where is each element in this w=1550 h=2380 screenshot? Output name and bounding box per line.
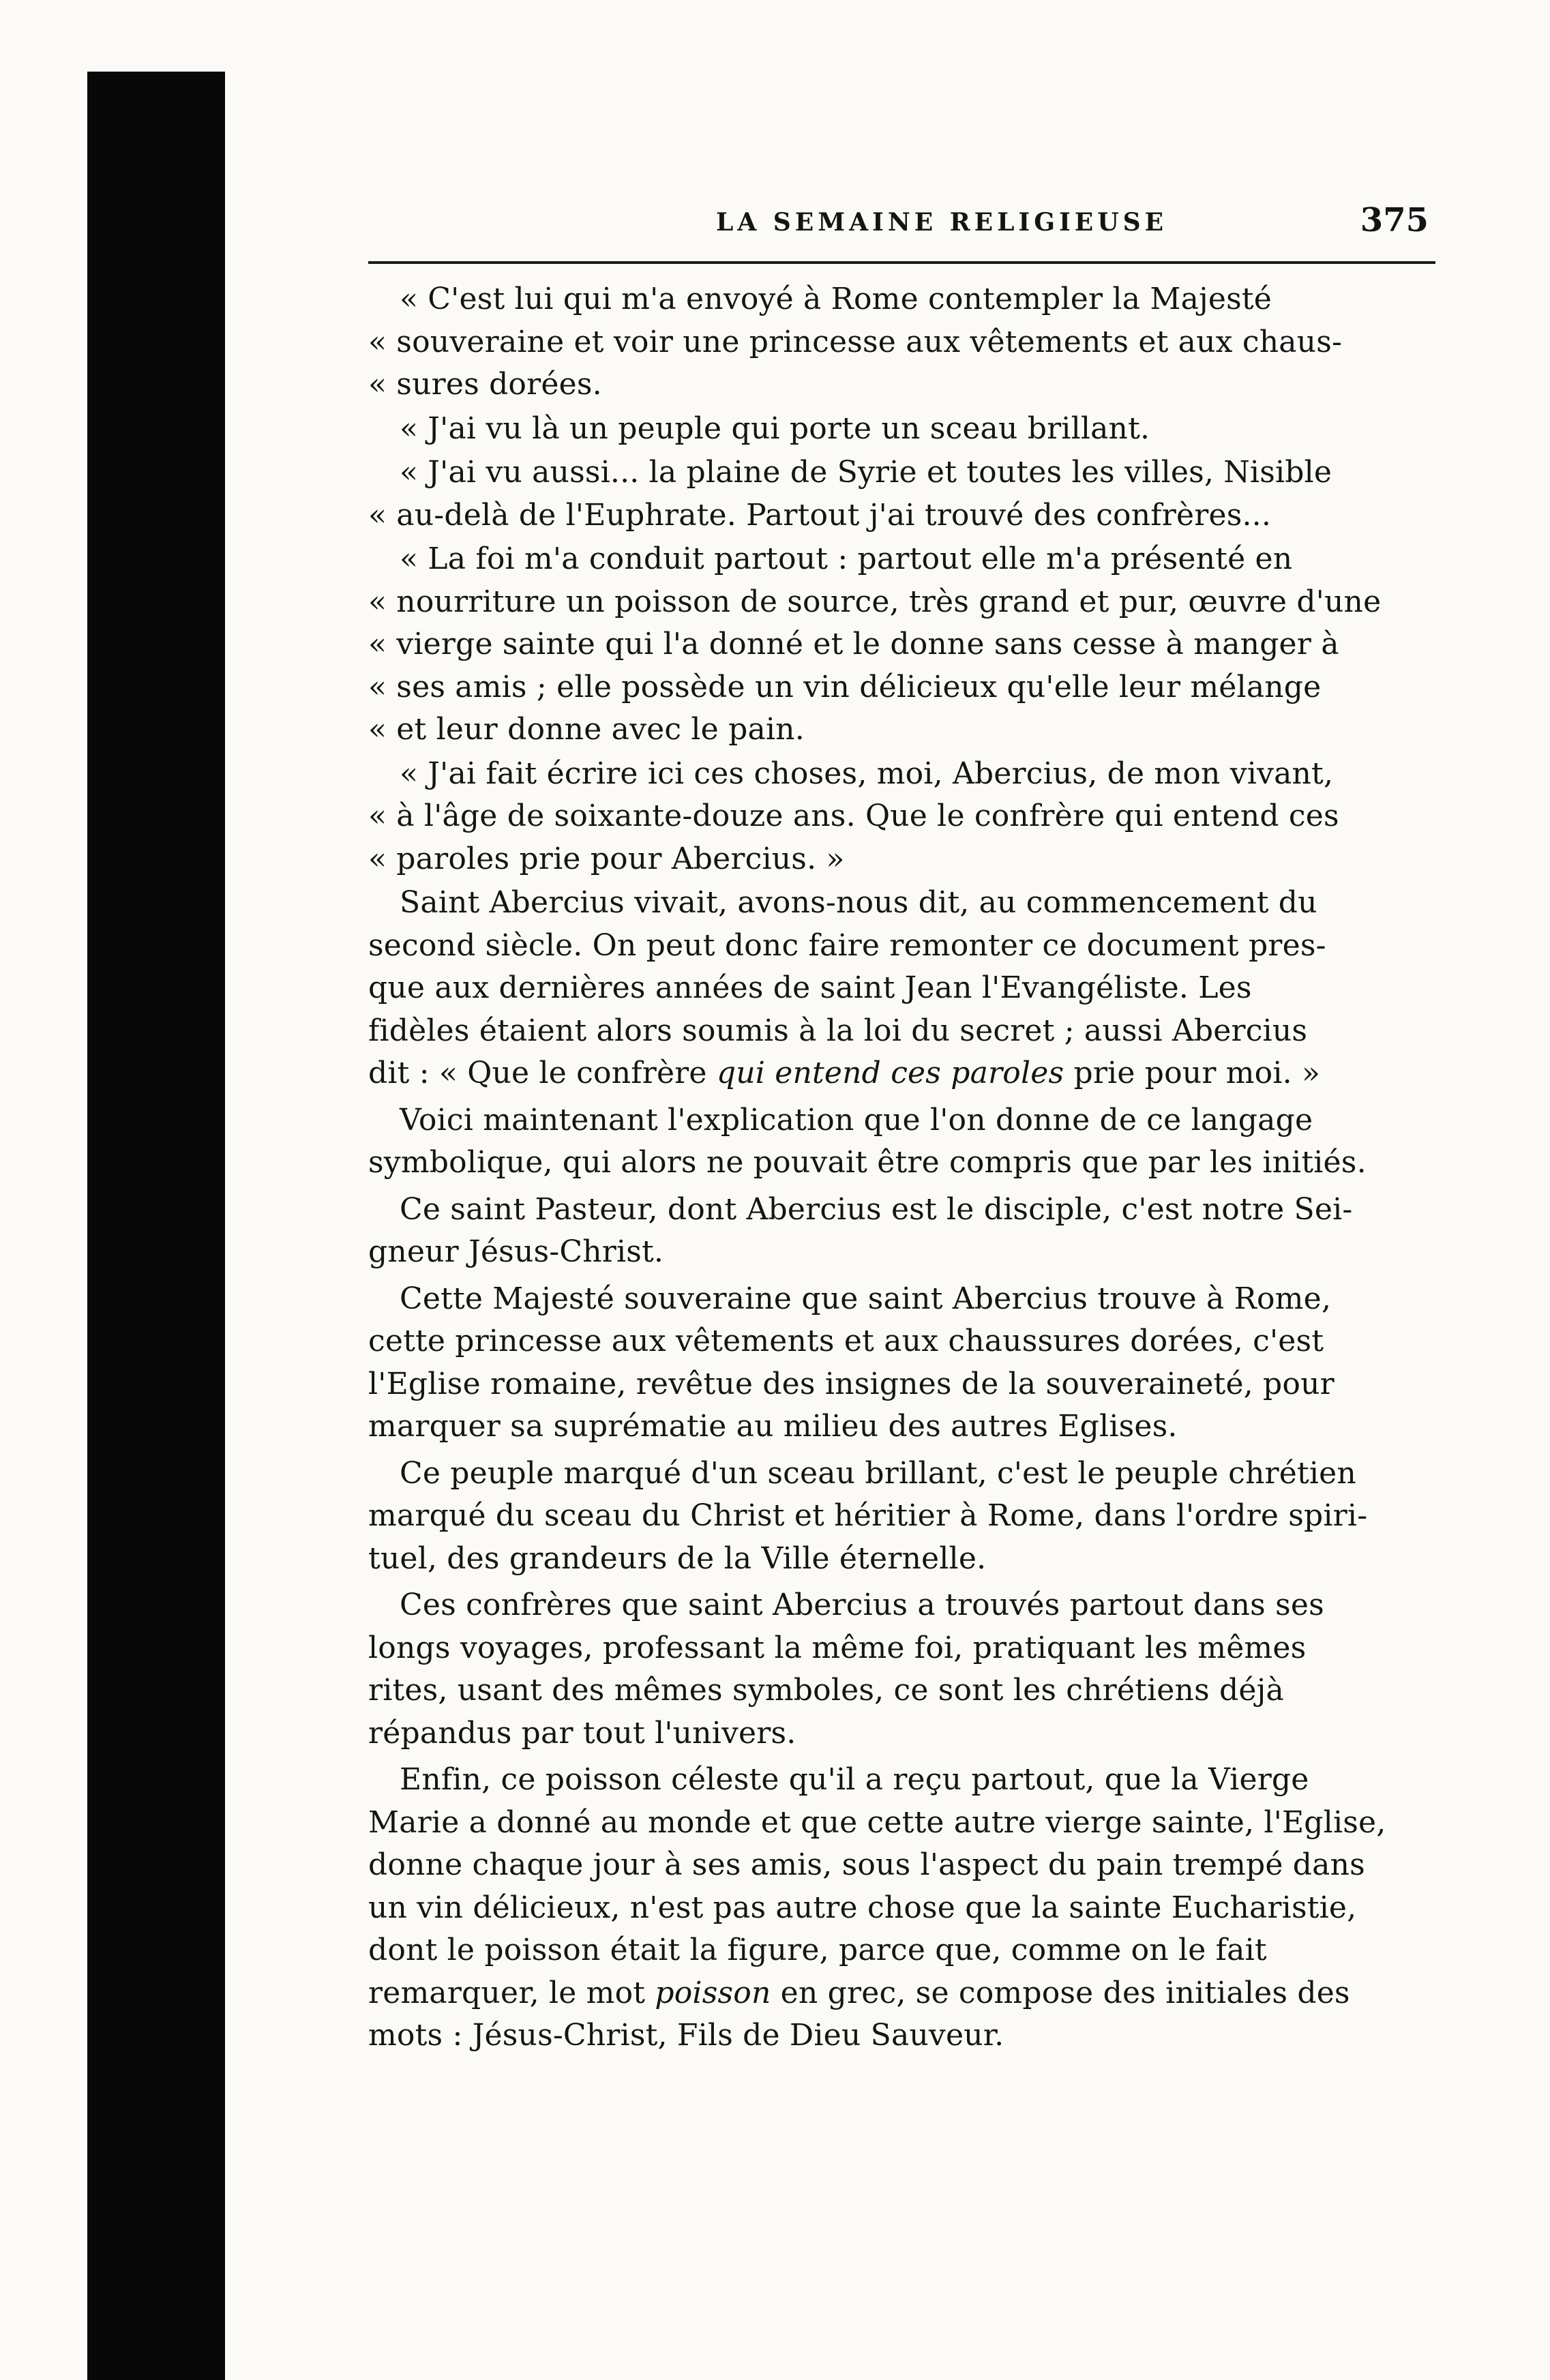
running-title: LA SEMAINE RELIGIEUSE bbox=[716, 208, 1168, 237]
text-segment: dit : « Que le confrère bbox=[368, 1056, 717, 1090]
text-line bbox=[368, 1052, 1442, 1095]
paragraph bbox=[368, 1189, 1442, 1274]
text-segment: en grec, se compose des initiales des bbox=[771, 1975, 1350, 2010]
text-line: Saint Abercius vivait, avons-nous dit, au commencement du bbox=[400, 885, 1317, 920]
paragraph bbox=[368, 1278, 1442, 1448]
book-page bbox=[368, 170, 1442, 2059]
text-line: « nourriture un poisson de source, très grand et pur, œuvre d'une bbox=[368, 584, 1382, 619]
page-number: 375 bbox=[1360, 201, 1429, 239]
text-line: Ce peuple marqué d'un sceau brillant, c'est le peuple chrétien bbox=[400, 1455, 1356, 1491]
header-rule bbox=[368, 261, 1435, 264]
paragraph bbox=[368, 1099, 1442, 1185]
text-line: répandus par tout l'univers. bbox=[368, 1715, 796, 1751]
text-line: « au-delà de l'Euphrate. Partout j'ai trouvé des confrères... bbox=[368, 497, 1272, 533]
text-line: tuel, des grandeurs de la Ville éternelle. bbox=[368, 1541, 987, 1576]
paragraph bbox=[368, 1759, 1442, 2057]
text-line: l'Eglise romaine, revêtue des insignes de la souveraineté, pour bbox=[368, 1366, 1335, 1401]
italic-text: poisson bbox=[655, 1975, 771, 2010]
text-line: « C'est lui qui m'a envoyé à Rome contempler la Majesté bbox=[400, 282, 1272, 316]
text-line: « souveraine et voir une princesse aux vêtements et aux chaus- bbox=[368, 324, 1343, 359]
text-line: « et leur donne avec le pain. bbox=[368, 712, 805, 747]
text-line: rites, usant des mêmes symboles, ce sont les chrétiens déjà bbox=[368, 1673, 1284, 1708]
scan-binding-strip bbox=[87, 72, 225, 2380]
paragraph bbox=[368, 1584, 1442, 1755]
text-line: « vierge sainte qui l'a donné et le donne sans cesse à manger à bbox=[368, 627, 1339, 661]
paragraph bbox=[368, 451, 1442, 537]
text-line: Ces confrères que saint Abercius a trouvés partout dans ses bbox=[400, 1588, 1324, 1622]
text-line: « La foi m'a conduit partout : partout elle m'a présenté en bbox=[400, 541, 1293, 576]
text-line: « à l'âge de soixante-douze ans. Que le confrère qui entend ces bbox=[368, 799, 1339, 833]
text-line: « ses amis ; elle possède un vin délicieux qu'elle leur mélange bbox=[368, 669, 1322, 704]
text-line bbox=[368, 1972, 1442, 2015]
text-line: cette princesse aux vêtements et aux chaussures dorées, c'est bbox=[368, 1324, 1324, 1358]
paragraph bbox=[368, 408, 1442, 451]
text-line: mots : Jésus-Christ, Fils de Dieu Sauveur. bbox=[368, 2018, 1004, 2053]
text-segment: prie pour moi. » bbox=[1064, 1056, 1321, 1090]
paragraph bbox=[368, 753, 1442, 881]
paragraph bbox=[368, 882, 1442, 1095]
running-header bbox=[368, 170, 1442, 266]
paragraph bbox=[368, 1453, 1442, 1581]
text-line: « J'ai vu aussi... la plaine de Syrie et toutes les villes, Nisible bbox=[400, 455, 1332, 490]
text-line: Enfin, ce poisson céleste qu'il a reçu partout, que la Vierge bbox=[400, 1762, 1309, 1797]
text-line: dont le poisson était la figure, parce que, comme on le fait bbox=[368, 1933, 1267, 1967]
text-line: « paroles prie pour Abercius. » bbox=[368, 841, 845, 876]
text-line: « J'ai fait écrire ici ces choses, moi, Abercius, de mon vivant, bbox=[400, 756, 1334, 791]
text-line: marquer sa suprématie au milieu des autres Eglises. bbox=[368, 1409, 1178, 1444]
text-line: un vin délicieux, n'est pas autre chose que la sainte Eucharistie, bbox=[368, 1890, 1357, 1925]
text-line: Marie a donné au monde et que cette autre vierge sainte, l'Eglise, bbox=[368, 1804, 1386, 1840]
body-text bbox=[368, 278, 1442, 2057]
italic-text: qui entend ces paroles bbox=[716, 1056, 1064, 1090]
text-line: Ce saint Pasteur, dont Abercius est le disciple, c'est notre Sei- bbox=[400, 1191, 1353, 1227]
text-line: « J'ai vu là un peuple qui porte un sceau brillant. bbox=[400, 411, 1150, 446]
text-line: fidèles étaient alors soumis à la loi du secret ; aussi Abercius bbox=[368, 1013, 1308, 1048]
text-line: second siècle. On peut donc faire remonter ce document pres- bbox=[368, 927, 1326, 963]
text-segment: remarquer, le mot bbox=[368, 1975, 655, 2010]
text-line: Voici maintenant l'explication que l'on donne de ce langage bbox=[400, 1102, 1313, 1137]
text-line: Cette Majesté souveraine que saint Abercius trouve à Rome, bbox=[400, 1281, 1332, 1316]
text-line: « sures dorées. bbox=[368, 367, 602, 402]
text-line: symbolique, qui alors ne pouvait être compris que par les initiés. bbox=[368, 1145, 1367, 1180]
text-line: donne chaque jour à ses amis, sous l'aspect du pain trempé dans bbox=[368, 1847, 1365, 1882]
text-line: longs voyages, professant la même foi, pratiquant les mêmes bbox=[368, 1630, 1307, 1665]
text-line: que aux dernières années de saint Jean l'Evangéliste. Les bbox=[368, 970, 1252, 1005]
paragraph bbox=[368, 538, 1442, 752]
paragraph bbox=[368, 278, 1442, 406]
text-line: marqué du sceau du Christ et héritier à Rome, dans l'ordre spiri- bbox=[368, 1498, 1368, 1533]
text-line: gneur Jésus-Christ. bbox=[368, 1234, 664, 1269]
